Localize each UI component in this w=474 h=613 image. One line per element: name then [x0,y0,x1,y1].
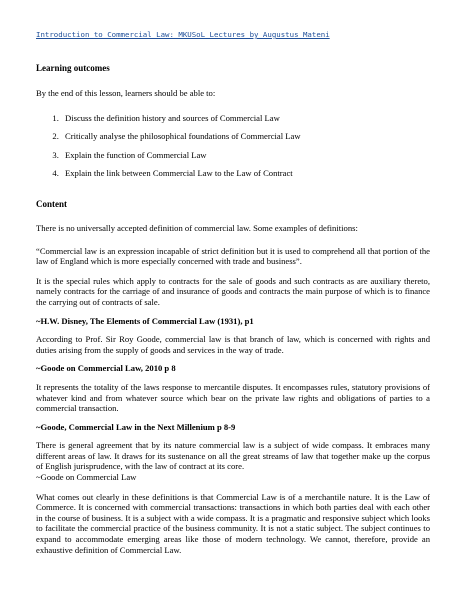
learning-outcomes-heading: Learning outcomes [36,63,110,73]
running-header: Introduction to Commercial Law: MKUSoL Lectures by Augustus Mateni [36,30,330,39]
citation-goode-millenium: ~Goode, Commercial Law in the Next Millenium p 8-9 [36,421,236,432]
body-paragraph: It represents the totality of the laws response to mercantile disputes. It encompasses rules, statutory provisions of whatever kind and from whatever source which bear on the private law rights and obligations of parties to a commercial transaction. [36,381,430,414]
content-intro: There is no universally accepted definition of commercial law. Some examples of definitions: [36,222,358,233]
body-paragraph: According to Prof. Sir Roy Goode, commercial law is that branch of law, which is concerned with rights and duties arising from the supply of goods and services in the way of trade. [36,334,430,355]
citation-disney: ~H.W. Disney, The Elements of Commercial Law (1931), p1 [36,315,254,326]
learning-outcomes-list [36,113,430,179]
list-item: 1. Discuss the definition history and sources of Commercial Law [61,113,430,124]
list-item: 2. Critically analyse the philosophical foundations of Commercial Law [61,131,430,142]
body-paragraph: There is general agreement that by its nature commercial law is a subject of wide compass. It embraces many different areas of law. It draws for its sustenance on all the great streams of law that together make up the corpus of English jurisprudence, with the law of contract at its core. [36,440,430,472]
content-heading: Content [36,198,67,209]
body-paragraph: What comes out clearly in these definitions is that Commercial Law is of a merchantile nature. It is the Law of Commerce. It is concerned with commercial transactions: transactions in which both parties deal with each other in the course of business. It is a subject with a wide compass. It is a pragmatic and responsive subject which looks to facilitate the commercial practice of the business community. It is not a static subject. The subject continues to expand to accommodate emerging areas like those of modern technology. We cannot, therefore, provide an exhaustive definition of Commercial Law. [36,491,430,555]
list-item: 3. Explain the function of Commercial Law [61,150,430,161]
body-paragraph: It is the special rules which apply to contracts for the sale of goods and such contracts as are auxiliary thereto, namely contracts for the carriage of and insurance of goods and contracts the main purpose of which is to finance the carrying out of contracts of sale. [36,275,430,307]
quote-paragraph: “Commercial law is an expression incapable of strict definition but it is used to comprehend all that portion of the law of England which is more especially concerned with trade and business”. [36,245,430,267]
citation-goode-2010: ~Goode on Commercial Law, 2010 p 8 [36,363,176,374]
learning-outcomes-intro: By the end of this lesson, learners should be able to: [36,88,216,98]
inline-citation: ~Goode on Commercial Law [36,472,137,483]
list-item: 4. Explain the link between Commercial Law to the Law of Contract [61,168,430,179]
